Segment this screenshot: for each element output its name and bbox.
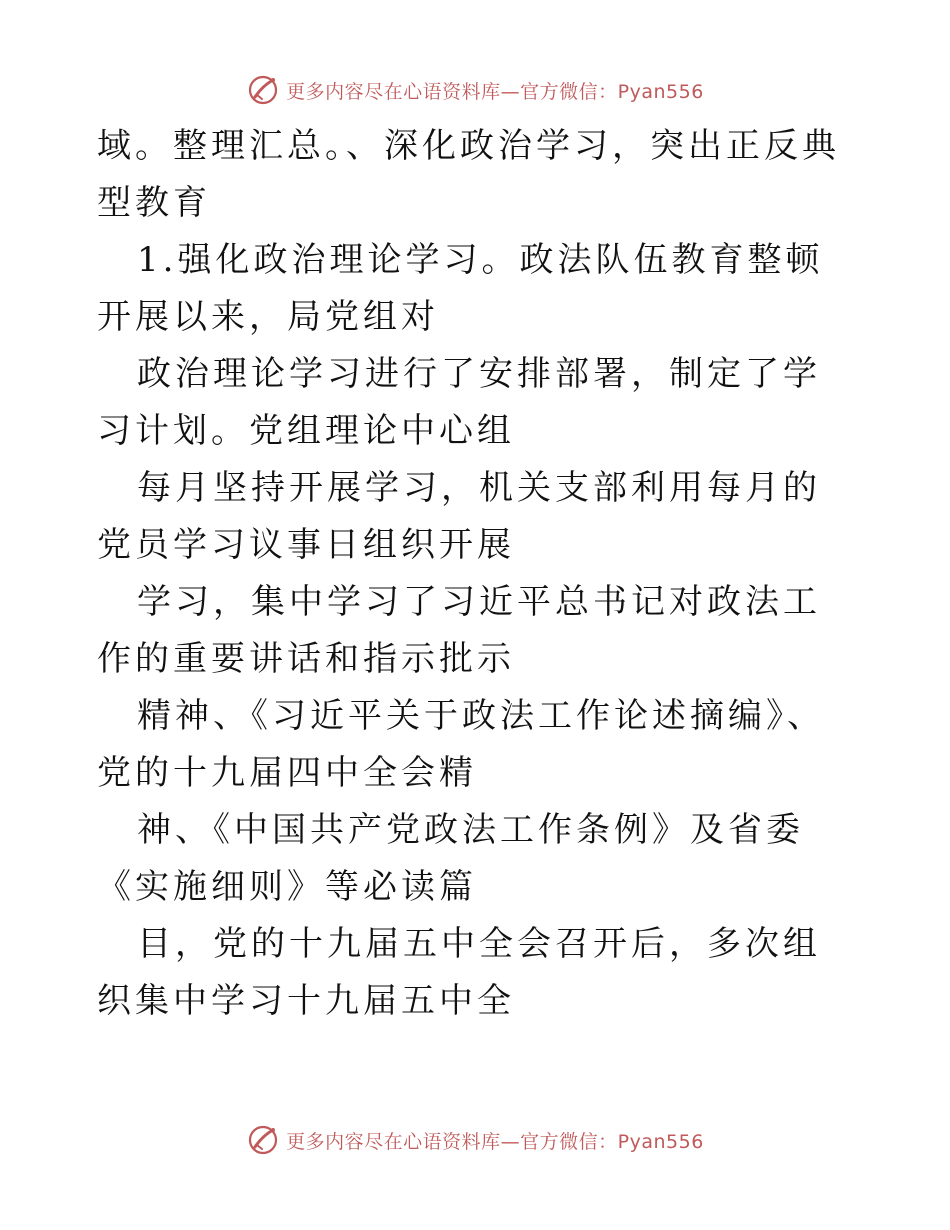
watermark-text: 更多内容尽在心语资料库—官方微信：Pyan556	[286, 1130, 704, 1153]
paragraph: 神、《中国共产党政法工作条例》及省委《实施细则》等必读篇	[97, 810, 804, 907]
paragraph: 精神、《习近平关于政法工作论述摘编》、党的十九届四中全会精	[97, 696, 825, 793]
paragraph: 1.强化政治理论学习。政法队伍教育整顿开展以来，局党组对	[97, 240, 824, 337]
document-body	[97, 118, 857, 1030]
watermark-text: 更多内容尽在心语资料库—官方微信：Pyan556	[286, 80, 704, 103]
paragraph: 学习，集中学习了习近平总书记对政法工作的重要讲话和指示批示	[97, 582, 821, 679]
brush-logo-icon	[246, 1123, 280, 1157]
paragraph: 目，党的十九届五中全会召开后，多次组织集中学习十九届五中全	[97, 924, 821, 1021]
paragraph: 域。整理汇总。、深化政治学习，突出正反典型教育	[97, 126, 840, 223]
paragraph: 政治理论学习进行了安排部署，制定了学习计划。党组理论中心组	[97, 354, 821, 451]
brush-logo-icon	[246, 73, 280, 107]
header-watermark	[0, 70, 950, 110]
footer-watermark	[0, 1120, 950, 1160]
paragraph: 每月坚持开展学习，机关支部利用每月的党员学习议事日组织开展	[97, 468, 821, 565]
